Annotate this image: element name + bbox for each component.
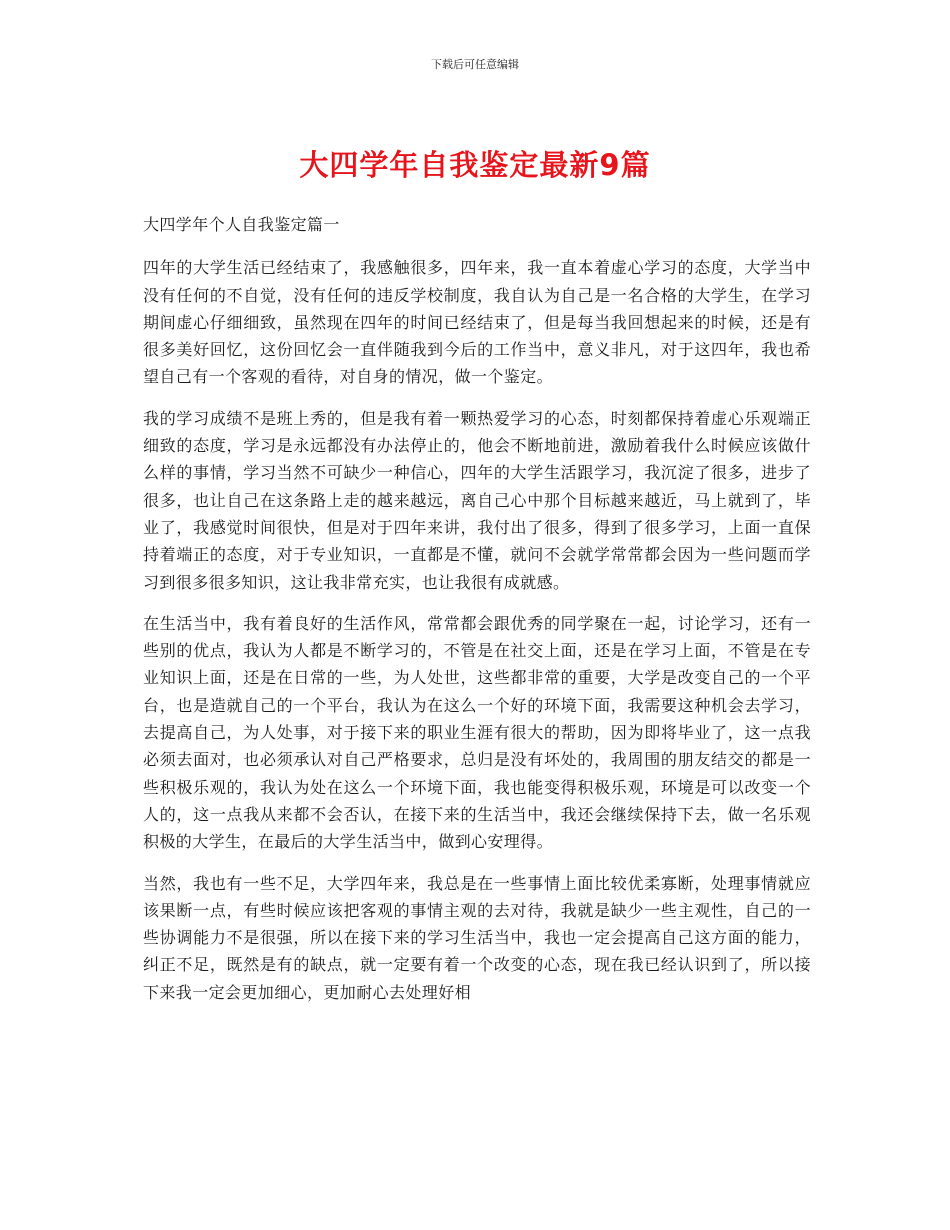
paragraph: 我的学习成绩不是班上秀的，但是我有着一颗热爱学习的心态，时刻都保持着虚心乐观端正细致的态度，学习是永远都没有办法停止的，他会不断地前进，激励着我什么时候应该做什么样的事情，学习当然不可缺少一种信心，四年的大学生活跟学习，我沉淀了很多，进步了很多，也让自己在这条路上走的越来越远，离自己心中那个目标越来越近，马上就到了，毕业了，我感觉时间很快，但是对于四年来讲，我付出了很多，得到了很多学习，上面一直保持着端正的态度，对于专业知识，一直都是不懂，就问不会就学常常都会因为一些问题而学习到很多很多知识，这让我非常充实，也让我很有成就感。 — [143, 408, 811, 592]
header-note: 下载后可任意编辑 — [431, 58, 519, 71]
document-title: 大四学年自我鉴定最新9篇 — [299, 148, 651, 182]
section-heading: 大四学年个人自我鉴定篇一 — [143, 215, 340, 234]
paragraph: 在生活当中，我有着良好的生活作风，常常都会跟优秀的同学聚在一起，讨论学习，还有一些别的优点，我认为人都是不断学习的，不管是在社交上面，还是在学习上面，不管是在专业知识上面，还是在日常的一些，为人处世，这些都非常的重要，大学是改变自己的一个平台，也是造就自己的一个平台，我认为在这么一个好的环境下面，我需要这种机会去学习，去提高自己，为人处事，对于接下来的职业生涯有很大的帮助，因为即将毕业了，这一点我必须去面对，也必须承认对自己严格要求，总归是没有坏处的，我周围的朋友结交的都是一些积极乐观的，我认为处在这么一个环境下面，我也能变得积极乐观，环境是可以改变一个人的，这一点我从来都不会否认，在接下来的生活当中，我还会继续保持下去，做一名乐观积极的大学生，在最后的大学生活当中，做到心安理得。 — [143, 613, 811, 852]
document-body — [143, 211, 811, 1020]
paragraph: 四年的大学生活已经结束了，我感触很多，四年来，我一直本着虚心学习的态度，大学当中没有任何的不自觉，没有任何的违反学校制度，我自认为自己是一名合格的大学生，在学习期间虚心仔细细致，虽然现在四年的时间已经结束了，但是每当我回想起来的时候，还是有很多美好回忆，这份回忆会一直伴随我到今后的工作当中，意义非凡，对于这四年，我也希望自己有一个客观的看待，对自身的情况，做一个鉴定。 — [143, 258, 811, 387]
paragraph: 当然，我也有一些不足，大学四年来，我总是在一些事情上面比较优柔寡断，处理事情就应该果断一点，有些时候应该把客观的事情主观的去对待，我就是缺少一些主观性，自己的一些协调能力不是很强，所以在接下来的学习生活当中，我也一定会提高自己这方面的能力，纠正不足，既然是有的缺点，就一定要有着一个改变的心态，现在我已经认识到了，所以接下来我一定会更加细心，更加耐心去处理好相 — [143, 873, 811, 1002]
